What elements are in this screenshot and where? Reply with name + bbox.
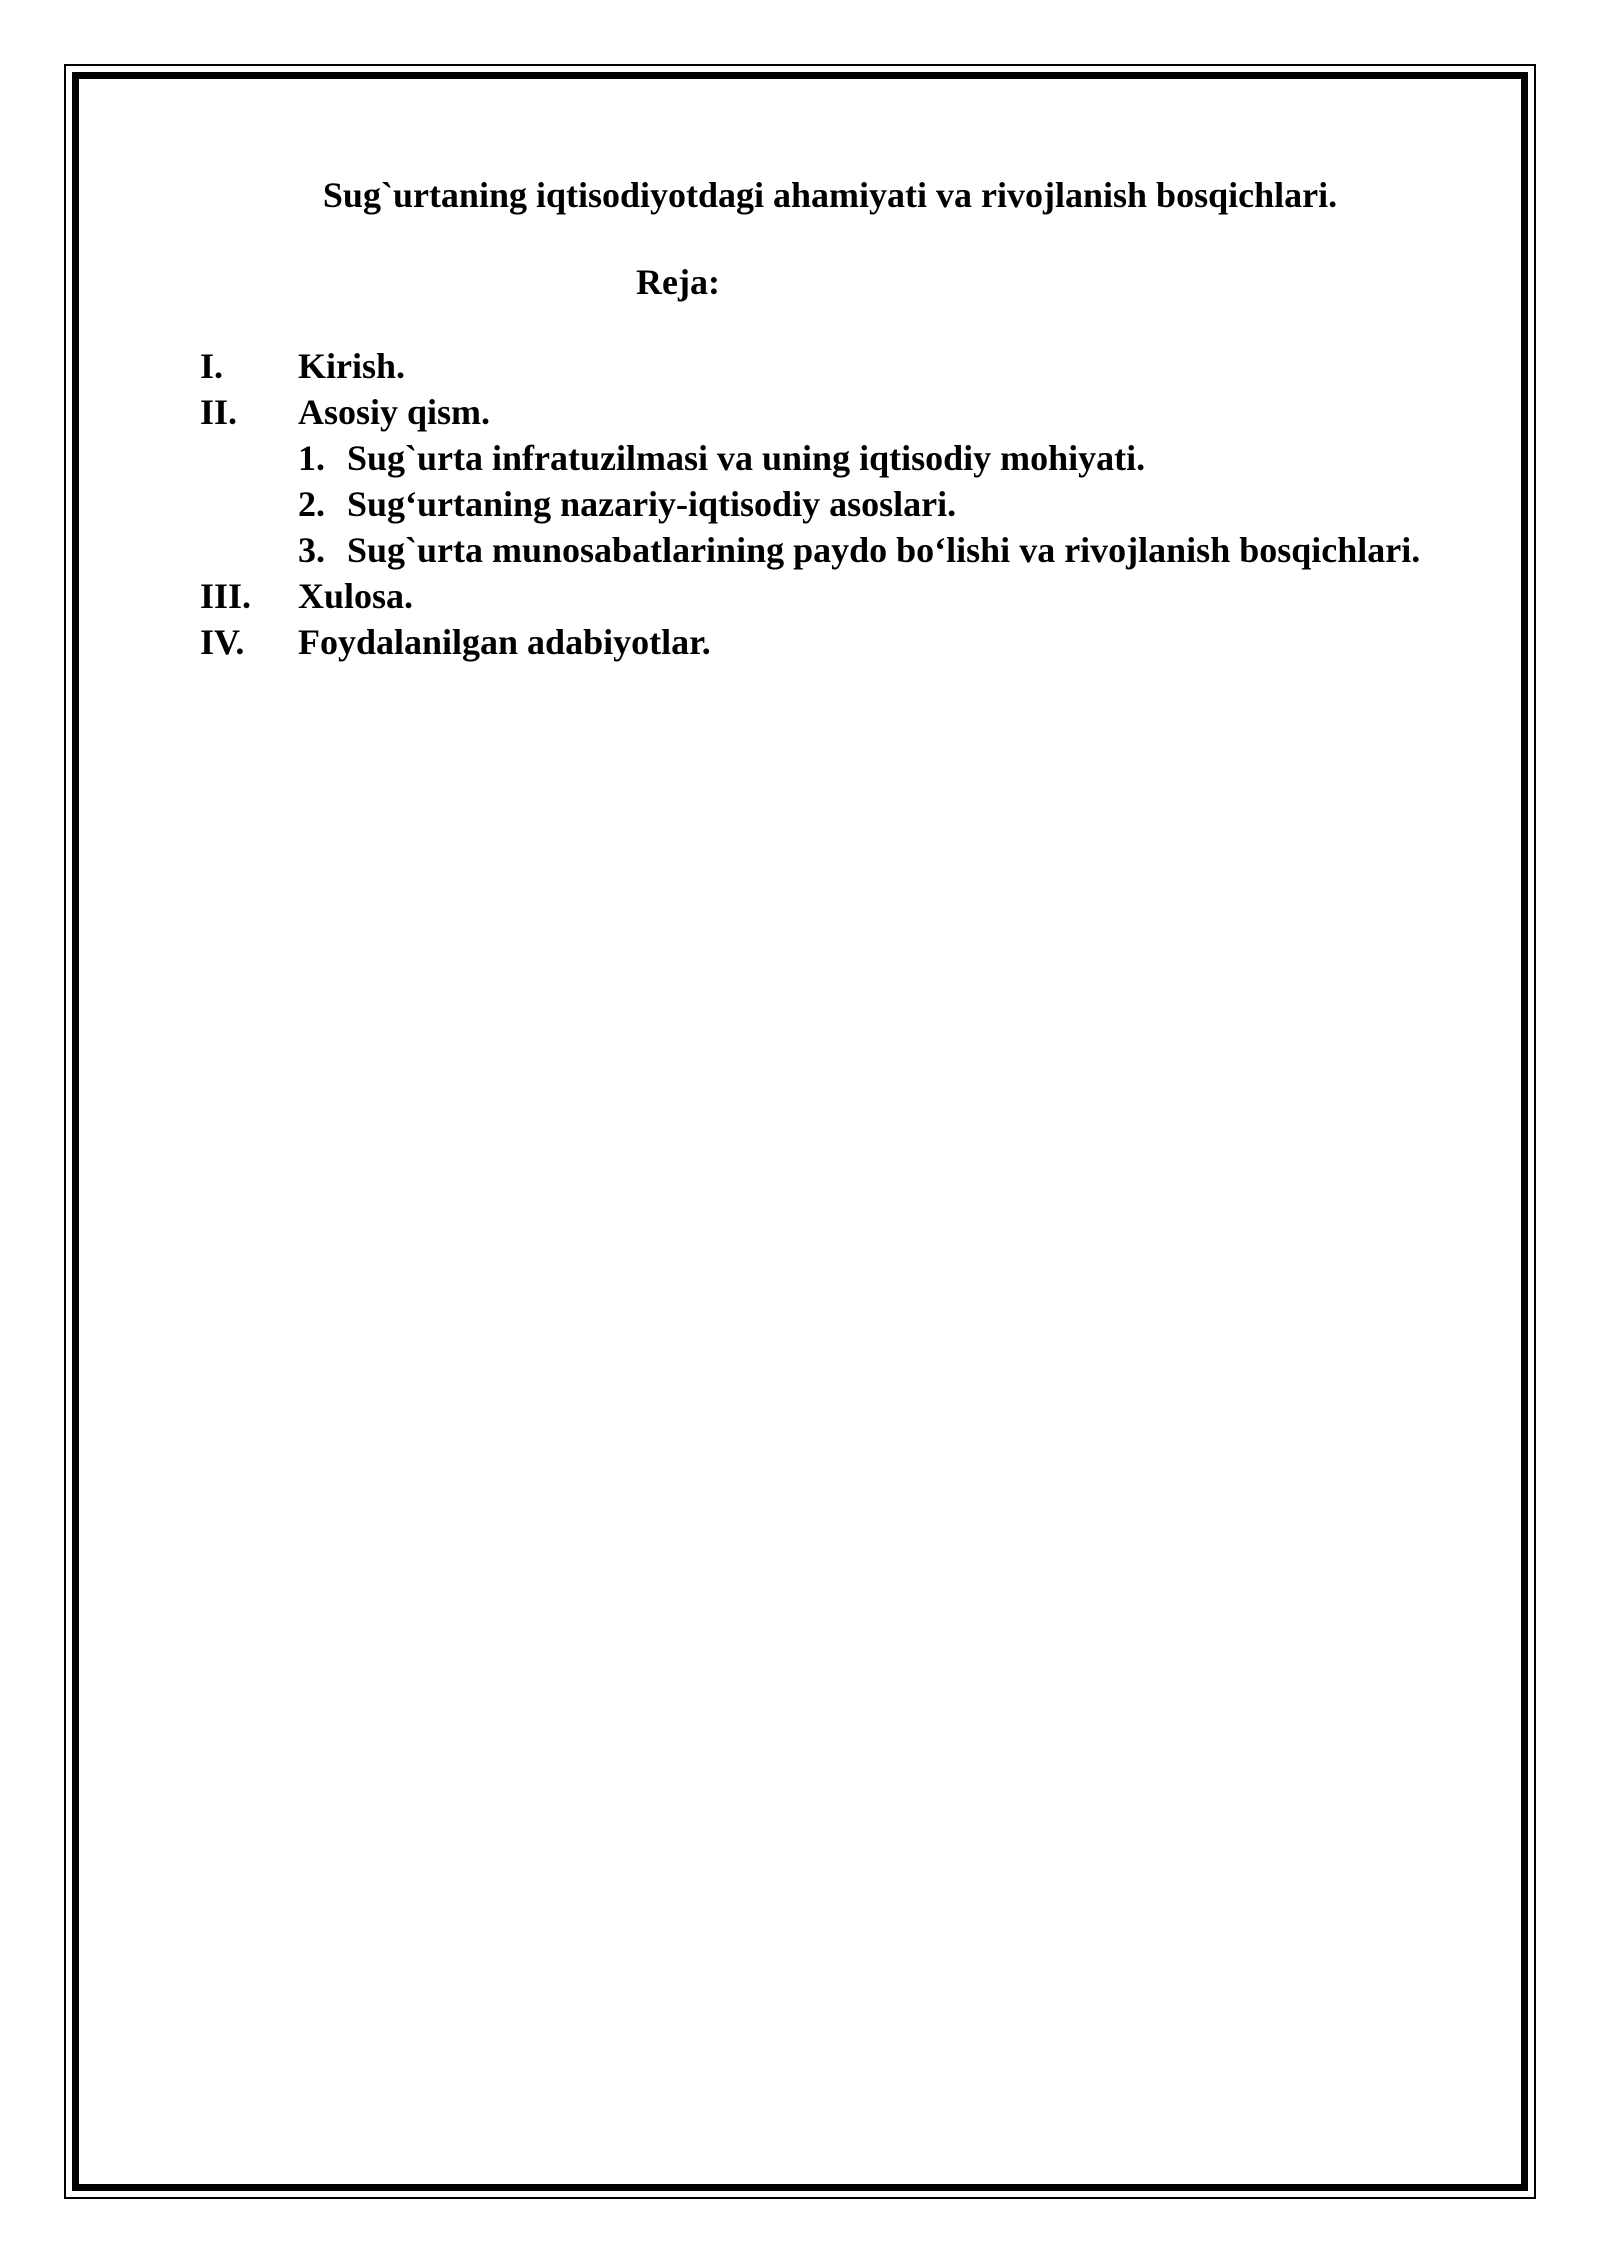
outline-subitem-2 [200, 481, 1500, 527]
outline-item-text: Asosiy qism. [298, 392, 491, 432]
outline-item-main-part [200, 389, 1500, 435]
outline-subitem-number: 1. [298, 438, 325, 478]
plan-outline [200, 343, 1500, 665]
outline-numeral: II. [200, 392, 238, 432]
outline-numeral: IV. [200, 622, 245, 662]
document-title: Sug`urtaning iqtisodiyotdagi ahamiyati va rivojlanish bosqichlari. [322, 175, 1338, 215]
outline-subitem-number: 3. [298, 530, 325, 570]
outline-subitem-number: 2. [298, 484, 325, 524]
outline-item-conclusion [200, 573, 1500, 619]
outline-subitem-3 [200, 527, 1500, 573]
outline-subitem-text: Sug`urta munosabatlarining paydo bo‘lishi va rivojlanish bosqichlari. [347, 530, 1421, 570]
outline-item-text: Kirish. [298, 346, 406, 386]
plan-heading: Reja: [636, 262, 720, 302]
outline-item-text: Foydalanilgan adabiyotlar. [298, 622, 711, 662]
outline-item-introduction [200, 343, 1500, 389]
outline-item-text: Xulosa. [298, 576, 414, 616]
outline-numeral: I. [200, 346, 224, 386]
outline-item-references [200, 619, 1500, 665]
outline-subitem-1 [200, 435, 1500, 481]
outline-subitem-text: Sug‘urtaning nazariy-iqtisodiy asoslari. [347, 484, 957, 524]
outline-numeral: III. [200, 576, 252, 616]
outline-subitem-text: Sug`urta infratuzilmasi va uning iqtisodiy mohiyati. [347, 438, 1146, 478]
